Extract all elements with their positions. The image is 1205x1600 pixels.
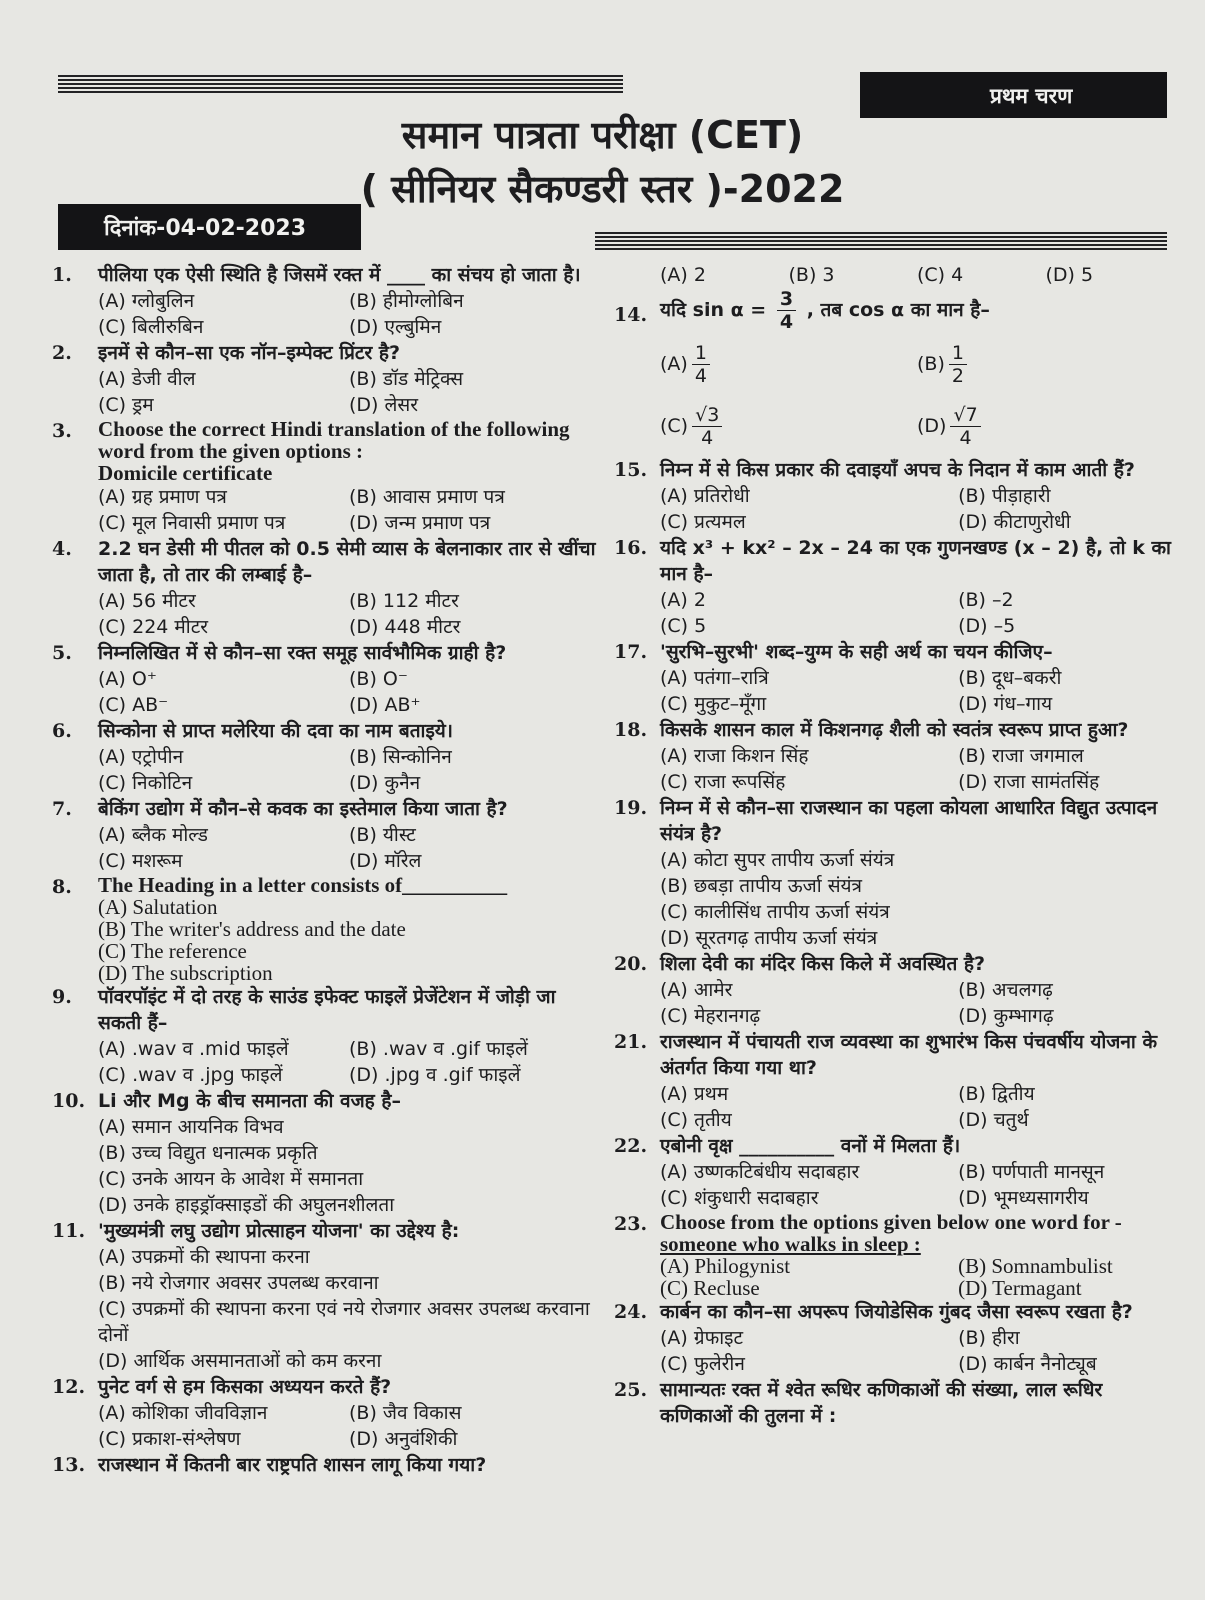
option-d: [917, 395, 1174, 457]
option-c: (C) कालीसिंध तापीय ऊर्जा संयंत्र: [660, 901, 890, 923]
option-label: (A): [660, 353, 688, 375]
option-d: (D) कुम्भागढ़: [958, 1005, 1054, 1027]
option-label: (C): [660, 415, 689, 437]
question-number: 20.: [614, 953, 648, 975]
header-rule-left: [58, 75, 623, 95]
option-label: (B): [917, 353, 945, 375]
option-a: (A) कोशिका जीवविज्ञान: [98, 1402, 268, 1424]
fraction-denominator: 4: [694, 364, 707, 387]
option-b: (B) 3: [788, 264, 835, 286]
option-d: (D) उनके हाइड्रॉक्साइडों की अघुलनशीलता: [98, 1194, 395, 1216]
option-a: (A) उष्णकटिबंधीय सदाबहार: [660, 1161, 860, 1183]
fraction-numerator: √3: [692, 404, 722, 427]
option-a: (A) डेजी वील: [98, 368, 196, 390]
question-number: 16.: [614, 537, 648, 559]
option-a: (A) समान आयनिक विभव: [98, 1116, 284, 1138]
question-9: [52, 984, 600, 1088]
question-text: 2.2 घन डेसी मी पीतल को 0.5 सेमी व्यास के बेलनाकार तार से खींचा जाता है, तो तार की लम्बाई है–: [98, 538, 596, 586]
option-d: (D) एल्बुमिन: [349, 316, 442, 338]
option-b: (B) द्वितीय: [958, 1083, 1035, 1105]
question-11: [52, 1218, 600, 1374]
option-d: (D) आर्थिक असमानताओं को कम करना: [98, 1350, 382, 1372]
option-c: (C) निकोटिन: [98, 772, 193, 794]
option-c: (C) तृतीय: [660, 1109, 732, 1131]
question-text: एबोनी वृक्ष __________ वनों में मिलता हैं।: [660, 1135, 961, 1157]
question-text: पीलिया एक ऐसी स्थिति है जिसमें रक्त में ____ का संचय हो जाता है।: [98, 264, 581, 286]
question-text: बेकिंग उद्योग में कौन–से कवक का इस्तेमाल किया जाता है?: [98, 798, 508, 820]
question-number: 14.: [614, 304, 648, 326]
question-12: [52, 1374, 600, 1452]
question-text: कार्बन का कौन–सा अपरूप जियोडेसिक गुंबद जैसा स्वरूप रखता है?: [660, 1301, 1133, 1323]
option-d: (D) कुनैन: [349, 772, 421, 794]
question-number: 12.: [52, 1376, 86, 1398]
question-number: 15.: [614, 459, 648, 481]
question-subtext: someone who walks in sleep :: [660, 1232, 921, 1256]
option-d: (D) कीटाणुरोधी: [958, 511, 1071, 533]
option-c: (C) राजा रूपसिंह: [660, 771, 786, 793]
option-c: [660, 395, 917, 457]
option-b: (B) डॉड मेट्रिक्स: [349, 368, 464, 390]
fraction-numerator: 3: [777, 288, 796, 311]
question-text: 'मुख्यमंत्री लघु उद्योग प्रोत्साहन योजना' का उद्देश्य है:: [98, 1220, 460, 1242]
option-a: (A) .wav व .mid फाइलें: [98, 1038, 289, 1060]
question-24: [614, 1299, 1174, 1377]
question-25: [614, 1377, 1174, 1429]
option-b: (B) पीड़ाहारी: [958, 485, 1051, 507]
question-prefix: यदि sin α =: [660, 299, 767, 321]
option-b: (B) यीस्ट: [349, 824, 416, 846]
option-a: (A) 56 मीटर: [98, 590, 196, 612]
option-a: (A) Philogynist: [660, 1254, 791, 1278]
option-b: (B) 112 मीटर: [349, 590, 459, 612]
option-d: (D) मॉरेल: [349, 850, 422, 872]
option-b: (B) छबड़ा तापीय ऊर्जा संयंत्र: [660, 875, 863, 897]
question-text: राजस्थान में कितनी बार राष्ट्रपति शासन लागू किया गया?: [98, 1454, 487, 1476]
option-c: (C) 5: [660, 615, 707, 637]
option-c: (C) 4: [917, 264, 964, 286]
question-16: [614, 535, 1174, 639]
option-c: (C) मेहरानगढ़: [660, 1005, 761, 1027]
question-14: [614, 288, 1174, 457]
option-a: (A) उपक्रमों की स्थापना करना: [98, 1246, 310, 1268]
fraction-denominator: 4: [701, 426, 714, 449]
fraction-numerator: 1: [692, 342, 710, 365]
option-b: (B) दूध–बकरी: [958, 667, 1062, 689]
question-number: 13.: [52, 1454, 86, 1476]
question-1: [52, 262, 600, 340]
question-number: 2.: [52, 342, 72, 364]
question-8: [52, 874, 600, 984]
question-number: 8.: [52, 876, 72, 898]
option-fraction: [692, 404, 722, 449]
question-2: [52, 340, 600, 418]
option-d: (D) .jpg व .gif फाइलें: [349, 1064, 521, 1086]
question-number: 23.: [614, 1213, 648, 1235]
option-b: (B) हीमोग्लोबिन: [349, 290, 464, 312]
option-a: (A) पतंगा–रात्रि: [660, 667, 769, 689]
option-c: (C) फुलेरीन: [660, 1353, 745, 1375]
question-5: [52, 640, 600, 718]
question-text: Choose the correct Hindi translation of the following word from the given options :: [98, 417, 570, 463]
question-number: 22.: [614, 1135, 648, 1157]
question-text: यदि x³ + kx² – 2x – 24 का एक गुणनखण्ड (x – 2) है, तो k का मान है–: [660, 537, 1171, 585]
question-text: सिन्कोना से प्राप्त मलेरिया की दवा का नाम बताइये।: [98, 720, 453, 742]
option-d: (D) –5: [958, 615, 1016, 637]
question-number: 5.: [52, 642, 72, 664]
option-c: (C) बिलीरुबिन: [98, 316, 204, 338]
question-text: [660, 288, 1174, 333]
question-number: 24.: [614, 1301, 648, 1323]
question-number: 17.: [614, 641, 648, 663]
question-18: [614, 717, 1174, 795]
fraction-denominator: 4: [959, 426, 972, 449]
fraction-numerator: √7: [950, 404, 980, 427]
option-b: (B) उच्च विद्युत धनात्मक प्रकृति: [98, 1142, 318, 1164]
option-c: (C) उनके आयन के आवेश में समानता: [98, 1168, 364, 1190]
option-a: (A) ब्लैक मोल्ड: [98, 824, 208, 846]
option-c: (C) AB⁻: [98, 694, 169, 716]
question-7: [52, 796, 600, 874]
option-a: (A) O⁺: [98, 668, 157, 690]
option-a: (A) ग्रह प्रमाण पत्र: [98, 486, 227, 508]
option-c: (C) मुकुट–मूँगा: [660, 693, 767, 715]
option-b: (B) जैव विकास: [349, 1402, 462, 1424]
option-c: (C) Recluse: [660, 1276, 760, 1300]
option-fraction: [949, 342, 967, 387]
option-b: (B) राजा जगमाल: [958, 745, 1084, 767]
question-number: 9.: [52, 986, 72, 1008]
question-4: [52, 536, 600, 640]
question-number: 19.: [614, 797, 648, 819]
question-number: 1.: [52, 264, 72, 286]
question-text: निम्नलिखित में से कौन–सा रक्त समूह सार्वभौमिक ग्राही है?: [98, 642, 507, 664]
option-d: (D) लेसर: [349, 394, 418, 416]
option-b: (B) O⁻: [349, 668, 408, 690]
option-a: (A) राजा किशन सिंह: [660, 745, 809, 767]
option-label: (D): [917, 415, 947, 437]
option-a: (A) प्रतिरोधी: [660, 485, 750, 507]
option-c: (C) ड्रम: [98, 394, 154, 416]
option-b: (B) आवास प्रमाण पत्र: [349, 486, 505, 508]
option-b: (B) .wav व .gif फाइलें: [349, 1038, 528, 1060]
question-suffix: , तब cos α का मान है–: [806, 299, 990, 321]
question-number: 25.: [614, 1379, 648, 1401]
option-d: (D) AB⁺: [349, 694, 421, 716]
question-text: निम्न में से किस प्रकार की दवाइयाँ अपच के निदान में काम आती हैं?: [660, 459, 1135, 481]
option-c: (C) शंकुधारी सदाबहार: [660, 1187, 819, 1209]
fraction-denominator: 2: [951, 364, 964, 387]
option-a: (A) ग्रेफाइट: [660, 1327, 744, 1349]
option-c: (C) The reference: [98, 939, 247, 963]
option-c: (C) प्रत्यमल: [660, 511, 746, 533]
question-6: [52, 718, 600, 796]
option-a: (A) ग्लोबुलिन: [98, 290, 195, 312]
option-c: (C) उपक्रमों की स्थापना करना एवं नये रोजगार अवसर उपलब्ध करवाना दोनों: [98, 1298, 590, 1346]
question-text: सामान्यतः रक्त में श्वेत रूधिर कणिकाओं की संख्या, लाल रूधिर कणिकाओं की तुलना में :: [660, 1379, 1103, 1427]
option-b: (B) Somnambulist: [958, 1254, 1113, 1278]
header-rule-right: [595, 232, 1167, 250]
question-text: पॉवरपॉइंट में दो तरह के साउंड इफेक्ट फाइलें प्रेजेंटेशन में जोड़ी जा सकती हैं–: [98, 986, 556, 1034]
exam-subtitle: ( सीनियर सैकण्डरी स्तर )-2022: [360, 167, 845, 211]
option-d: (D) कार्बन नैनोट्यूब: [958, 1353, 1097, 1375]
question-number: 18.: [614, 719, 648, 741]
question-text: Li और Mg के बीच समानता की वजह है–: [98, 1090, 401, 1112]
question-text: राजस्थान में पंचायती राज व्यवस्था का शुभारंभ किस पंचवर्षीय योजना के अंतर्गत किया गया था?: [660, 1031, 1158, 1079]
option-fraction: [950, 404, 980, 449]
question-text: शिला देवी का मंदिर किस किले में अवस्थित है?: [660, 953, 986, 975]
option-b: (B) सिन्कोनिन: [349, 746, 452, 768]
question-22: [614, 1133, 1174, 1211]
option-fraction: [692, 342, 710, 387]
question-10: [52, 1088, 600, 1218]
option-a: (A) कोटा सुपर तापीय ऊर्जा संयंत्र: [660, 849, 895, 871]
option-d: (D) Termagant: [958, 1276, 1082, 1300]
option-d: (D) भूमध्यसागरीय: [958, 1187, 1089, 1209]
question-number: 6.: [52, 720, 72, 742]
option-d: (D) सूरतगढ़ तापीय ऊर्जा संयंत्र: [660, 927, 878, 949]
exam-title: समान पात्रता परीक्षा (CET): [401, 113, 804, 157]
question-17: [614, 639, 1174, 717]
fraction-denominator: 4: [779, 311, 794, 333]
option-b: (B) The writer's address and the date: [98, 917, 406, 941]
question-number: 3.: [52, 420, 72, 442]
option-b: (B) –2: [958, 589, 1014, 611]
sin-fraction: [777, 288, 796, 333]
question-23: [614, 1211, 1174, 1299]
option-d: (D) 448 मीटर: [349, 616, 461, 638]
question-text: पुनेट वर्ग से हम किसका अध्ययन करते हैं?: [98, 1376, 392, 1398]
option-a: (A) Salutation: [98, 895, 218, 919]
question-3: [52, 418, 600, 536]
option-b: (B) हीरा: [958, 1327, 1020, 1349]
question-20: [614, 951, 1174, 1029]
question-text: किसके शासन काल में किशनगढ़ शैली को स्वतंत्र स्वरूप प्राप्त हुआ?: [660, 719, 1129, 741]
option-a: (A) प्रथम: [660, 1083, 729, 1105]
question-number: 4.: [52, 538, 72, 560]
question-text: निम्न में से कौन–सा राजस्थान का पहला कोयला आधारित विद्युत उत्पादन संयंत्र है?: [660, 797, 1158, 845]
question-13-options: [614, 262, 1174, 288]
question-number: 7.: [52, 798, 72, 820]
option-a: [660, 333, 917, 395]
option-c: (C) प्रकाश-संश्लेषण: [98, 1428, 241, 1450]
option-d: (D) गंध–गाय: [958, 693, 1053, 715]
question-text: 'सुरभि–सुरभी' शब्द–युग्म के सही अर्थ का चयन कीजिए–: [660, 641, 1053, 663]
option-c: (C) .wav व .jpg फाइलें: [98, 1064, 283, 1086]
stage-label: प्रथम चरण: [990, 84, 1073, 108]
option-d: (D) 5: [1045, 264, 1094, 286]
question-number: 10.: [52, 1090, 86, 1112]
question-text: इनमें से कौन–सा एक नॉन–इम्पेक्ट प्रिंटर है?: [98, 342, 401, 364]
option-b: (B) अचलगढ़: [958, 979, 1053, 1001]
option-d: (D) The subscription: [98, 961, 273, 985]
fraction-numerator: 1: [949, 342, 967, 365]
option-a: (A) एट्रोपीन: [98, 746, 184, 768]
right-column: [614, 262, 1174, 1429]
question-text: Choose from the options given below one word for -: [660, 1210, 1122, 1234]
option-b: (B) नये रोजगार अवसर उपलब्ध करवाना: [98, 1272, 379, 1294]
option-d: (D) अनुवंशिकी: [349, 1428, 458, 1450]
option-a: (A) 2: [660, 264, 706, 286]
left-column: [52, 262, 600, 1478]
question-subtext: Domicile certificate: [98, 461, 273, 485]
question-text: The Heading in a letter consists of__________: [98, 873, 508, 897]
option-d: (D) राजा सामंतसिंह: [958, 771, 1100, 793]
option-c: (C) 224 मीटर: [98, 616, 209, 638]
option-b: (B) पर्णपाती मानसून: [958, 1161, 1105, 1183]
option-a: (A) आमेर: [660, 979, 733, 1001]
exam-date: दिनांक-04-02-2023: [104, 216, 307, 241]
question-21: [614, 1029, 1174, 1133]
question-15: [614, 457, 1174, 535]
option-c: (C) मूल निवासी प्रमाण पत्र: [98, 512, 286, 534]
option-b: [917, 333, 1174, 395]
question-19: [614, 795, 1174, 951]
question-number: 11.: [52, 1220, 86, 1242]
question-number: 21.: [614, 1031, 648, 1053]
option-c: (C) मशरूम: [98, 850, 183, 872]
question-13: [52, 1452, 600, 1478]
option-d: (D) जन्म प्रमाण पत्र: [349, 512, 491, 534]
option-a: (A) 2: [660, 589, 706, 611]
option-d: (D) चतुर्थ: [958, 1109, 1029, 1131]
